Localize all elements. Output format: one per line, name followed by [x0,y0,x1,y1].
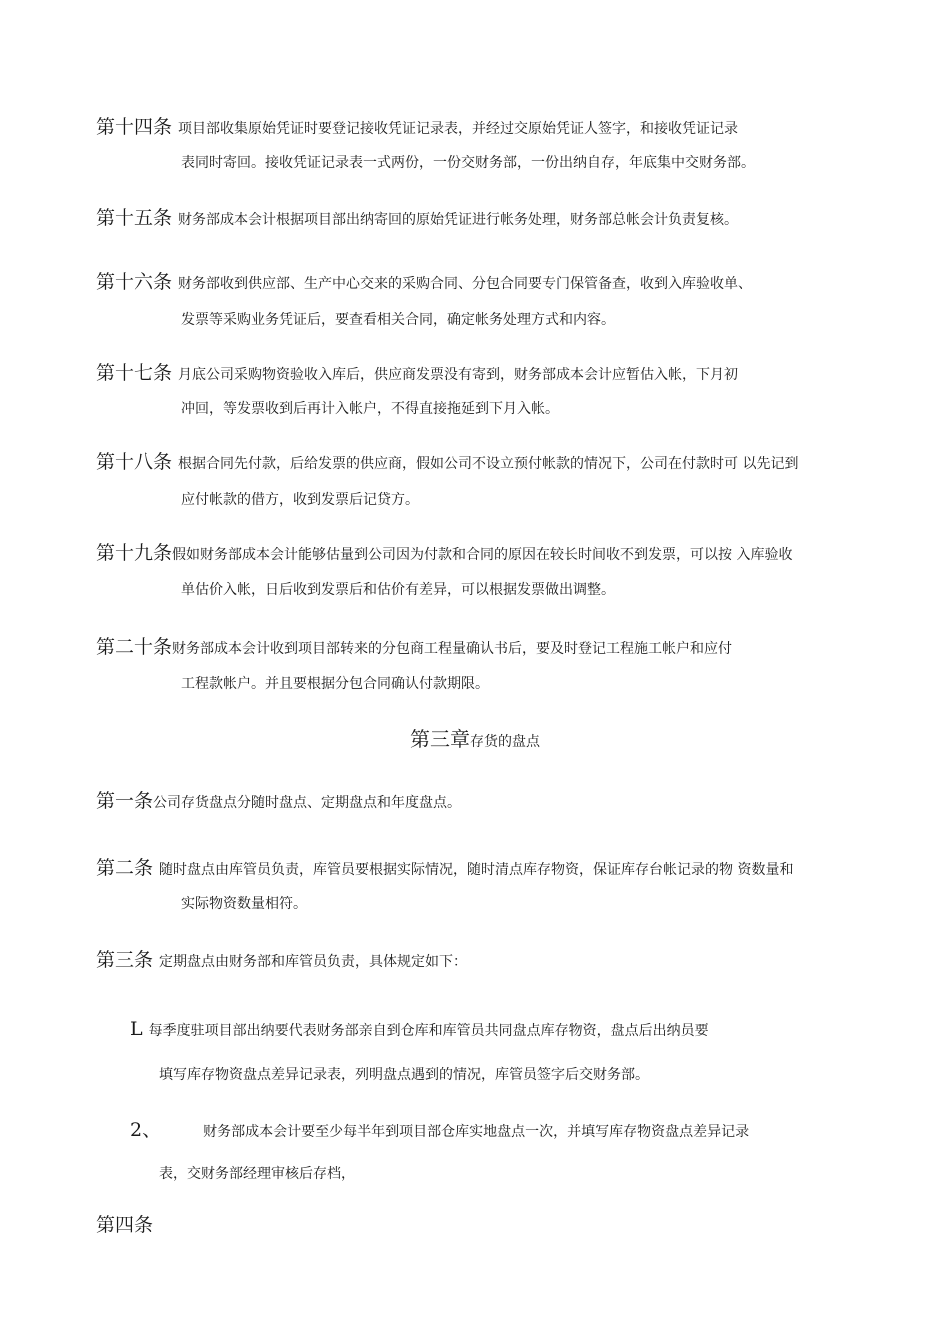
article-label: 第三条 [96,949,154,971]
article-label: 第十六条 [96,271,173,293]
item-text-line2: 表，交财务部经理审核后存档， [159,1166,355,1182]
item-text-line2: 填写库存物资盘点差异记录表，列明盘点遇到的情况，库管员签字后交财务部。 [159,1067,649,1083]
article-label: 第十八条 [96,451,173,473]
article-text-line2: 应付帐款的借方，收到发票后记贷方。 [181,492,419,508]
item-number: 2、 [130,1119,162,1141]
article-label: 第二十条 [96,636,173,658]
article-label: 第十四条 [96,116,173,138]
article-text-line1: 月底公司采购物资验收入库后，供应商发票没有寄到，财务部成本会计应暂估入帐，下月初 [178,367,739,383]
article-text-line1: 项目部收集原始凭证时要登记接收凭证记录表，并经过交原始凭证人签字，和接收凭证记录 [178,121,739,137]
chapter-heading [0,723,950,752]
article-label: 第十五条 [96,207,173,229]
article-text-line2: 冲回，等发票收到后再计入帐户，不得直接拖延到下月入帐。 [181,401,559,417]
article-text-line1: 财务部收到供应部、生产中心交来的采购合同、分包合同要专门保管备查，收到入库验收单、 [178,276,753,292]
article-text-line1: 假如财务部成本会计能够估量到公司因为付款和合同的原因在较长时间收不到发票，可以按 入库验收 [172,547,793,563]
article-text-line2: 单估价入帐，日后收到发票后和估价有差异，可以根据发票做出调整。 [181,582,615,598]
item-number: L [130,1018,143,1040]
article-text-line1: 根据合同先付款，后给发票的供应商，假如公司不设立预付帐款的情况下，公司在付款时可 以先记到 [178,456,799,472]
article-text-line1: 定期盘点由财务部和库管员负责，具体规定如下： [159,954,468,970]
article-text-line1: 随时盘点由库管员负责，库管员要根据实际情况，随时清点库存物资，保证库存台帐记录的物 资数量和 [159,862,794,878]
article-text-line2: 发票等采购业务凭证后，要查看相关合同，确定帐务处理方式和内容。 [181,312,615,328]
chapter-title: 存货的盘点 [470,734,540,750]
article-text-line1: 财务部成本会计根据项目部出纳寄回的原始凭证进行帐务处理，财务部总帐会计负责复核。 [178,212,739,228]
article-text-line2: 表同时寄回。接收凭证记录表一式两份，一份交财务部，一份出纳自存，年底集中交财务部。 [181,155,755,171]
article-text-line2: 工程款帐户。并且要根据分包合同确认付款期限。 [181,676,489,692]
item-text-line1: 每季度驻项目部出纳要代表财务部亲自到仓库和库管员共同盘点库存物资，盘点后出纳员要 [148,1023,709,1039]
article-4-label [96,1213,159,1237]
article-label: 第一条 [96,790,154,812]
article-label: 第四条 [96,1214,154,1236]
article-label: 第十九条 [96,542,173,564]
article-text-line1: 公司存货盘点分随时盘点、定期盘点和年度盘点。 [153,795,462,811]
article-text-line1: 财务部成本会计收到项目部转来的分包商工程量确认书后，要及时登记工程施工帐户和应付 [172,641,733,657]
item-text-line1: 财务部成本会计要至少每半年到项目部仓库实地盘点一次，并填写库存物资盘点差异记录 [203,1124,750,1140]
article-label: 第十七条 [96,362,173,384]
article-text-line2: 实际物资数量相符。 [181,896,307,912]
chapter-number: 第三章 [410,727,470,751]
article-label: 第二条 [96,857,154,879]
